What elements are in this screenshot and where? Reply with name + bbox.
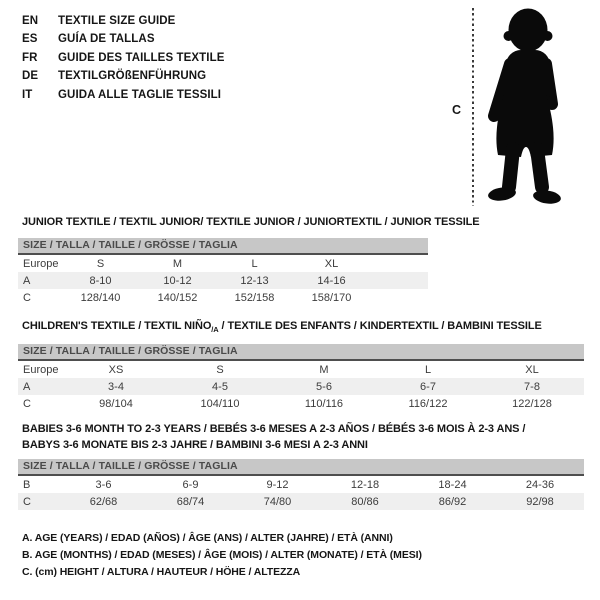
value-cell: 5-6 bbox=[316, 380, 332, 393]
table-row bbox=[18, 255, 428, 272]
row-label-cell: A bbox=[23, 380, 31, 393]
table-row bbox=[18, 289, 428, 306]
language-row bbox=[22, 67, 225, 85]
value-cell: 8-10 bbox=[89, 274, 112, 287]
language-row bbox=[22, 30, 225, 48]
children-title-sub: /A bbox=[211, 325, 219, 335]
language-title: TEXTILGRÖßENFÜHRUNG bbox=[58, 70, 207, 83]
children-title-pre: CHILDREN'S TEXTILE / TEXTIL NIÑO bbox=[22, 320, 212, 332]
value-cell: 68/74 bbox=[176, 495, 205, 508]
row-label-cell: B bbox=[23, 478, 31, 491]
footnote-a: A. AGE (YEARS) / EDAD (AÑOS) / ÂGE (ANS) / ALTER (JAHRE) / ETÀ (ANNI) bbox=[22, 532, 393, 544]
babies-title-line2: BABYS 3-6 MONATE BIS 2-3 JAHRE / BAMBINI 3-6 MESI A 2-3 ANNI bbox=[22, 438, 368, 451]
value-cell: 6-7 bbox=[420, 380, 436, 393]
children-title-post: / TEXTILE DES ENFANTS / KINDERTEXTIL / BAMBINI TESSILE bbox=[218, 320, 542, 332]
footnote-b: B. AGE (MONTHS) / EDAD (MESES) / ÂGE (MOIS) / ALTER (MONATE) / ETÀ (MESI) bbox=[22, 548, 422, 561]
size-header-bar: SIZE / TALLA / TAILLE / GRÖSSE / TAGLIA bbox=[18, 344, 584, 361]
value-cell: 7-8 bbox=[524, 380, 540, 393]
size-cell: S bbox=[96, 257, 105, 270]
value-cell: 74/80 bbox=[263, 495, 292, 508]
row-label-cell: C bbox=[23, 291, 31, 304]
value-cell: 128/140 bbox=[80, 291, 121, 304]
filler-cell bbox=[370, 289, 428, 306]
value-cell: 6-9 bbox=[182, 478, 199, 491]
junior-table bbox=[18, 255, 428, 306]
size-cell: XL bbox=[324, 257, 339, 270]
size-cell: M bbox=[172, 257, 183, 270]
size-header-bar: SIZE / TALLA / TAILLE / GRÖSSE / TAGLIA bbox=[18, 238, 428, 255]
size-cell: M bbox=[319, 363, 329, 376]
value-cell: 3-4 bbox=[108, 380, 124, 393]
baby-silhouette-icon bbox=[479, 6, 571, 208]
height-measure-label: C bbox=[452, 103, 462, 117]
babies-size-table bbox=[18, 459, 584, 510]
value-cell: 3-6 bbox=[95, 478, 112, 491]
table-row bbox=[18, 395, 584, 412]
footnote-c: C. (cm) HEIGHT / ALTURA / HAUTEUR / HÖHE / ALTEZZA bbox=[22, 565, 301, 578]
value-cell: 24-36 bbox=[525, 478, 555, 491]
language-row bbox=[22, 12, 225, 30]
size-cell: L bbox=[424, 363, 432, 376]
babies-title-line1: BABIES 3-6 MONTH TO 2-3 YEARS / BEBÉS 3-6 MESES A 2-3 AÑOS / BÉBÉS 3-6 MOIS À 2-3 ANS / bbox=[22, 423, 526, 435]
junior-table-title: JUNIOR TEXTILE / TEXTIL JUNIOR/ TEXTILE JUNIOR / JUNIORTEXTIL / JUNIOR TESSILE bbox=[22, 216, 480, 228]
footnotes bbox=[22, 530, 422, 581]
size-cell: L bbox=[251, 257, 258, 270]
table-row bbox=[18, 476, 584, 493]
value-cell: 10-12 bbox=[163, 274, 192, 287]
junior-size-table bbox=[18, 238, 428, 306]
table-row bbox=[18, 361, 584, 378]
value-cell: 18-24 bbox=[438, 478, 467, 491]
language-code: DE bbox=[22, 70, 39, 83]
language-title: TEXTILE SIZE GUIDE bbox=[58, 15, 176, 27]
language-title: GUÍA DE TALLAS bbox=[58, 33, 155, 46]
language-row bbox=[22, 86, 225, 104]
language-code: IT bbox=[22, 88, 33, 101]
value-cell: 12-13 bbox=[240, 274, 269, 287]
row-label-cell: C bbox=[23, 397, 31, 410]
value-cell: 14-16 bbox=[317, 274, 346, 287]
value-cell: 80/86 bbox=[351, 495, 379, 508]
children-table bbox=[18, 361, 584, 412]
size-cell: S bbox=[216, 363, 224, 376]
value-cell: 9-12 bbox=[266, 478, 289, 491]
value-cell: 158/170 bbox=[311, 291, 352, 304]
value-cell: 62/68 bbox=[89, 495, 118, 508]
language-row bbox=[22, 49, 225, 67]
filler-cell bbox=[370, 272, 428, 289]
table-row bbox=[18, 378, 584, 395]
table-row bbox=[18, 272, 428, 289]
table-row bbox=[18, 493, 584, 510]
language-title: GUIDE DES TAILLES TEXTILE bbox=[58, 51, 225, 64]
row-label-cell: Europe bbox=[23, 257, 59, 270]
filler-cell bbox=[370, 255, 428, 272]
size-header-bar: SIZE / TALLA / TAILLE / GRÖSSE / TAGLIA bbox=[18, 459, 584, 476]
value-cell: 122/128 bbox=[512, 397, 552, 410]
value-cell: 104/110 bbox=[200, 397, 240, 410]
value-cell: 86/92 bbox=[438, 495, 467, 508]
size-cell: XS bbox=[108, 363, 124, 376]
language-code: EN bbox=[22, 15, 39, 27]
row-label-cell: C bbox=[23, 495, 31, 508]
value-cell: 116/122 bbox=[408, 397, 448, 410]
value-cell: 110/116 bbox=[304, 397, 344, 410]
value-cell: 4-5 bbox=[212, 380, 228, 393]
language-code: ES bbox=[22, 33, 38, 46]
children-table-title bbox=[22, 320, 542, 334]
value-cell: 152/158 bbox=[234, 291, 275, 304]
value-cell: 98/104 bbox=[99, 397, 133, 410]
value-cell: 92/98 bbox=[526, 495, 554, 508]
babies-table-title bbox=[22, 422, 525, 453]
size-cell: XL bbox=[525, 363, 539, 376]
language-list bbox=[22, 12, 225, 104]
value-cell: 140/152 bbox=[157, 291, 198, 304]
language-code: FR bbox=[22, 51, 38, 64]
row-label-cell: Europe bbox=[23, 363, 59, 376]
babies-table bbox=[18, 476, 584, 510]
row-label-cell: A bbox=[23, 274, 31, 287]
value-cell: 12-18 bbox=[350, 478, 380, 491]
language-title: GUIDA ALLE TAGLIE TESSILI bbox=[58, 88, 222, 101]
children-size-table bbox=[18, 344, 584, 412]
height-measure-line bbox=[472, 8, 474, 206]
